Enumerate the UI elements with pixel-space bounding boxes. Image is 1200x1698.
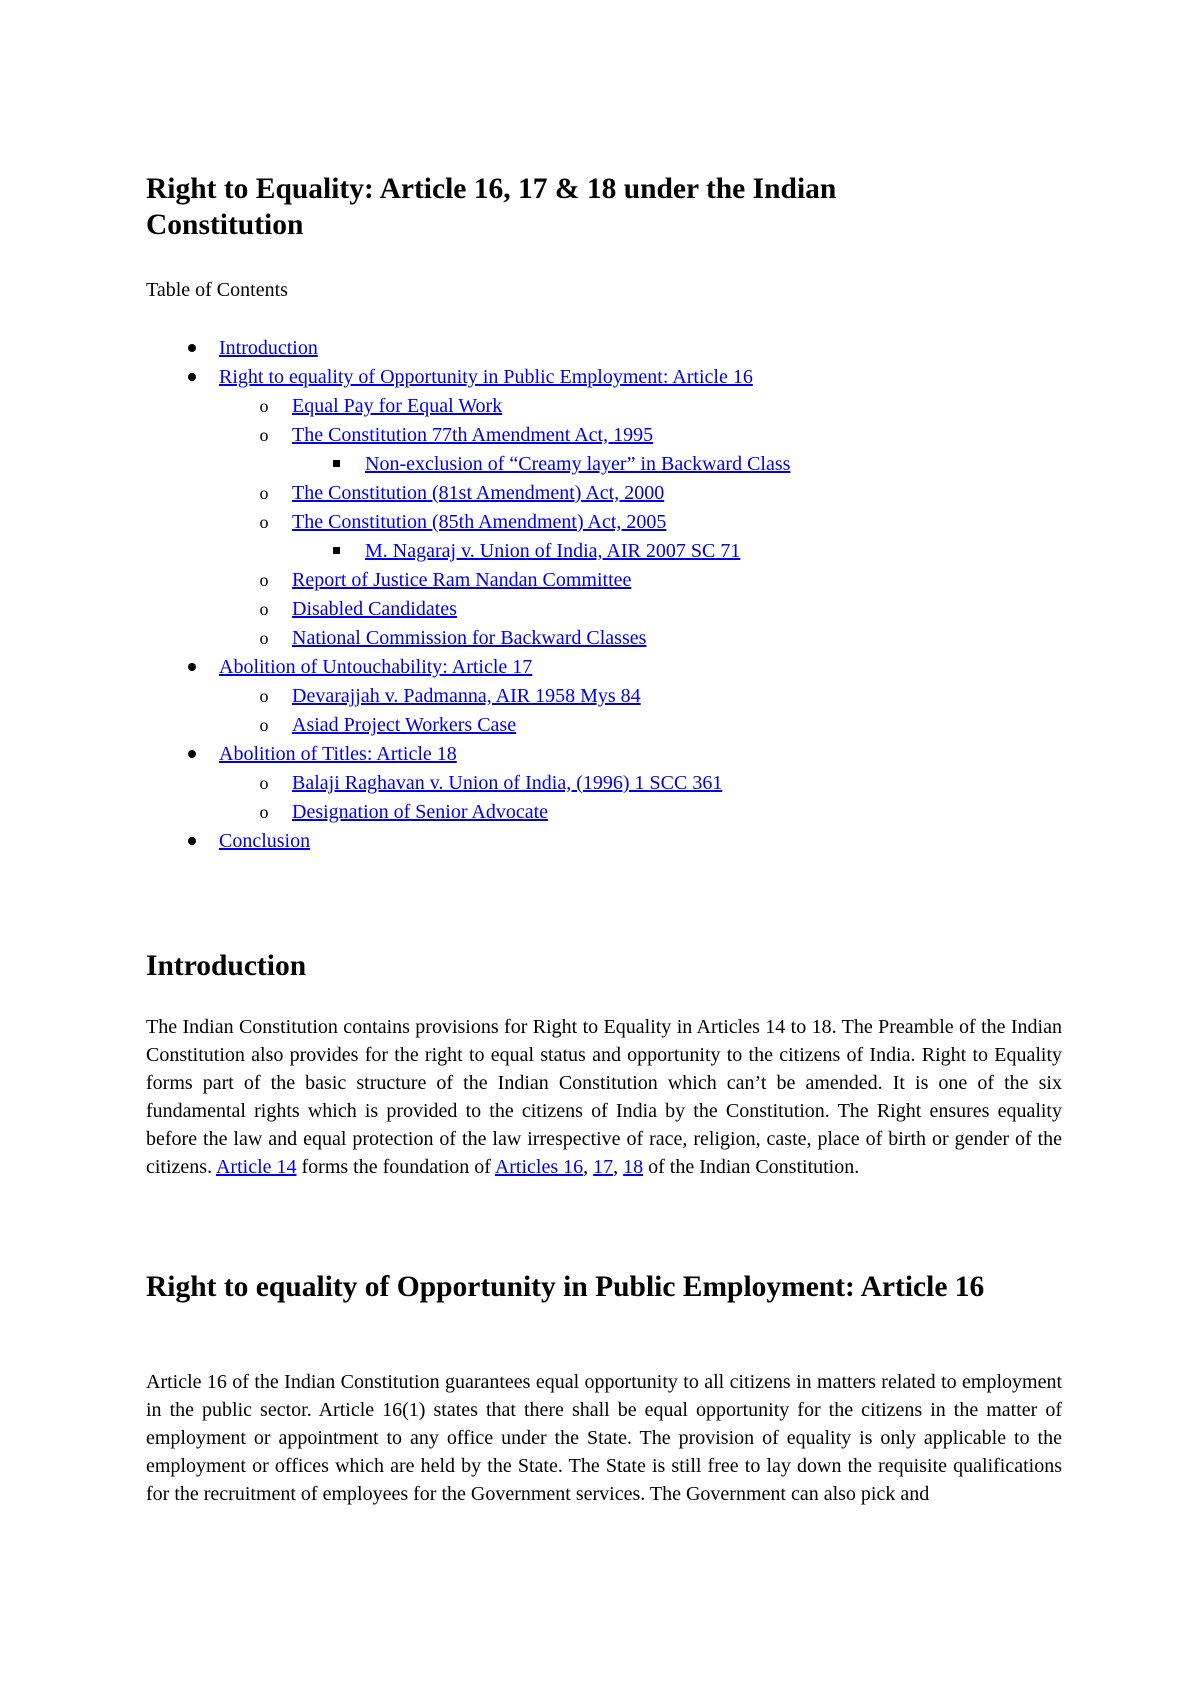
table-of-contents xyxy=(146,334,1046,856)
toc-item xyxy=(146,363,1046,392)
bullet-dot-icon xyxy=(182,363,202,392)
toc-link[interactable]: Disabled Candidates xyxy=(292,598,457,620)
introduction-paragraph xyxy=(146,1013,1062,1181)
toc-link[interactable]: National Commission for Backward Classes xyxy=(292,627,647,649)
bullet-circle-icon: o xyxy=(259,802,269,822)
bullet-circle-icon: o xyxy=(259,512,269,532)
bullet-circle-icon: o xyxy=(259,483,269,503)
toc-link[interactable]: Equal Pay for Equal Work xyxy=(292,395,503,417)
bullet-square-icon xyxy=(326,537,346,566)
toc-link[interactable]: M. Nagaraj v. Union of India, AIR 2007 SC 71 xyxy=(365,540,741,562)
toc-item xyxy=(146,421,1046,450)
bullet-circle-icon: o xyxy=(259,628,269,648)
toc-item xyxy=(146,392,1046,421)
toc-link[interactable]: Conclusion xyxy=(219,830,311,852)
bullet-circle-icon: o xyxy=(259,396,269,416)
link-articles-16[interactable]: Articles 16 xyxy=(494,1156,584,1178)
toc-item xyxy=(146,334,1046,363)
intro-text-c: of the Indian Constitution. xyxy=(643,1156,860,1178)
toc-item xyxy=(146,508,1046,537)
toc-item xyxy=(146,653,1046,682)
bullet-circle-icon: o xyxy=(259,773,269,793)
toc-link[interactable]: Devarajjah v. Padmanna, AIR 1958 Mys 84 xyxy=(292,685,641,707)
toc-link[interactable]: The Constitution 77th Amendment Act, 1995 xyxy=(292,424,654,446)
bullet-circle-icon: o xyxy=(259,686,269,706)
toc-item xyxy=(146,740,1046,769)
toc-item xyxy=(146,798,1046,827)
toc-item xyxy=(146,537,1046,566)
intro-sep-1: , xyxy=(583,1156,594,1178)
bullet-dot-icon xyxy=(182,740,202,769)
toc-link[interactable]: Right to equality of Opportunity in Public Employment: Article 16 xyxy=(219,366,753,388)
toc-link[interactable]: Introduction xyxy=(219,337,318,359)
toc-item xyxy=(146,450,1046,479)
link-article-17[interactable]: 17 xyxy=(593,1156,614,1178)
toc-label: Table of Contents xyxy=(146,279,288,301)
toc-link[interactable]: Abolition of Titles: Article 18 xyxy=(219,743,457,765)
link-article-18[interactable]: 18 xyxy=(623,1156,644,1178)
bullet-dot-icon xyxy=(182,827,202,856)
toc-item xyxy=(146,566,1046,595)
toc-link[interactable]: Report of Justice Ram Nandan Committee xyxy=(292,569,632,591)
toc-link[interactable]: The Constitution (85th Amendment) Act, 2005 xyxy=(292,511,667,533)
article-16-paragraph: Article 16 of the Indian Constitution guarantees equal opportunity to all citizens in matters related to employment in the public sector. Article 16(1) states that there shall be equal opportunity for the citizens in the matter of employment or appointment to any office under the State. The provision of equality is only applicable to the employment or offices which are held by the State. The State is still free to lay down the requisite qualifications for the recruitment of employees for the Government services. The Government can also pick and xyxy=(146,1371,1062,1505)
toc-item xyxy=(146,769,1046,798)
bullet-dot-icon xyxy=(182,334,202,363)
toc-item xyxy=(146,624,1046,653)
bullet-circle-icon: o xyxy=(259,599,269,619)
toc-link[interactable]: The Constitution (81st Amendment) Act, 2000 xyxy=(292,482,665,504)
intro-text-b: forms the foundation of xyxy=(296,1156,495,1178)
intro-sep-2: , xyxy=(613,1156,624,1178)
toc-link[interactable]: Balaji Raghavan v. Union of India, (1996) 1 SCC 361 xyxy=(292,772,723,794)
link-article-14[interactable]: Article 14 xyxy=(215,1156,297,1178)
toc-link[interactable]: Designation of Senior Advocate xyxy=(292,801,549,823)
toc-link[interactable]: Non-exclusion of “Creamy layer” in Backward Class xyxy=(365,453,791,475)
document-title: Right to Equality: Article 16, 17 & 18 under the Indian Constitution xyxy=(146,173,837,241)
section-heading-introduction: Introduction xyxy=(146,950,307,982)
bullet-circle-icon: o xyxy=(259,570,269,590)
bullet-circle-icon: o xyxy=(259,715,269,735)
bullet-square-icon xyxy=(326,450,346,479)
toc-link[interactable]: Abolition of Untouchability: Article 17 xyxy=(219,656,533,678)
bullet-dot-icon xyxy=(182,653,202,682)
toc-item xyxy=(146,711,1046,740)
toc-item xyxy=(146,682,1046,711)
intro-text-a: The Indian Constitution contains provisions for Right to Equality in Articles 14 to 18. The Preamble of the Indian Constitution also provides for the right to equal status and opportunity to the citizens of India. Right to Equality forms part of the basic structure of the Indian Constitution which can’t be amended. It is one of the six fundamental rights which is provided to the citizens of India by the Constitution. The Right ensures equality before the law and equal protection of the law irrespective of race, religion, caste, place of birth or gender of the citizens. xyxy=(146,1016,1062,1178)
bullet-circle-icon: o xyxy=(259,425,269,445)
toc-link[interactable]: Asiad Project Workers Case xyxy=(292,714,517,736)
toc-item xyxy=(146,479,1046,508)
toc-item xyxy=(146,595,1046,624)
toc-item xyxy=(146,827,1046,856)
section-heading-article-16: Right to equality of Opportunity in Public Employment: Article 16 xyxy=(146,1271,985,1303)
